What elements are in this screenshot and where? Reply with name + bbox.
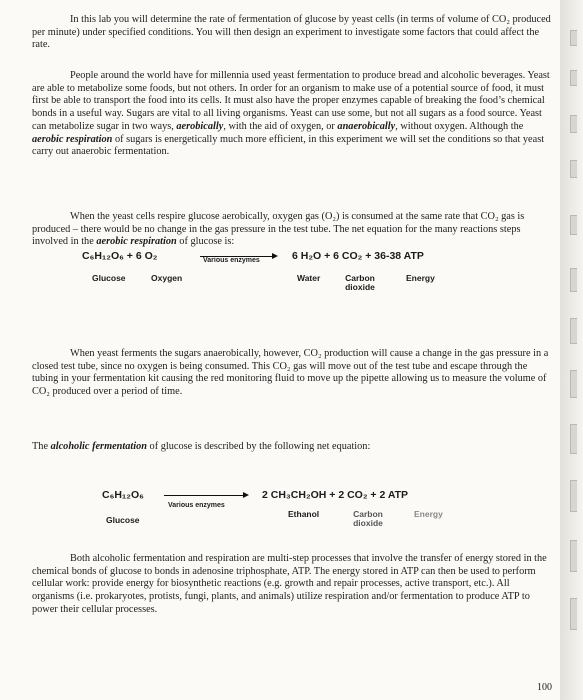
aerobic-reactants: C₆H₁₂O₆ + 6 O₂ bbox=[82, 250, 158, 262]
page-tab bbox=[570, 215, 577, 235]
intro-paragraph: In this lab you will determine the rate of fermentation of glucose by yeast cells (in terms of volume of CO₂ produced per minute) under specified conditions. You will then design an experiment to investigate some factors that could affect the rate. bbox=[32, 14, 551, 51]
yeast-paragraph: People around the world have for millennia used yeast fermentation to produce bread and alcoholic beverages. Yeast are able to metabolize some foods, but not others. In order for an organism to make use of a potential source of food, it must first be able to transport the food into its cells. It must also have the proper enzymes capable of breaking the food’s chemical bonds in a useful way. Sugars are vital to all living organisms. Yeast can use some, but not all sugars as a food source. Yeast can metabolize sugar in two ways, aerobically, with the aid of oxygen, or anaerobically, without oxygen. Although the aerobic respiration of sugars is energetically much more efficient, in this experiment we will set the conditions so that yeast carry out anaerobic fermentation. bbox=[32, 70, 550, 158]
label-water: Water bbox=[297, 273, 321, 283]
label-oxygen: Oxygen bbox=[151, 273, 183, 283]
fermentation-arrow-label: Various enzymes bbox=[168, 502, 225, 509]
aerobic-paragraph: When the yeast cells respire glucose aerobically, oxygen gas (O₂) is consumed at the same rate that CO₂ gas is produced – there would be no change in the gas pressure in the test tube. The net equation for the many reactions steps involved in the aerobic respiration of glucose is: bbox=[32, 211, 525, 248]
label-ethanol: Ethanol bbox=[288, 509, 320, 519]
label-glucose: Glucose bbox=[106, 515, 140, 525]
summary-paragraph: Both alcoholic fermentation and respiration are multi-step processes that involve the transfer of energy stored in the chemical bonds of glucose to bonds in adenosine triphosphate, ATP. The energy stored in ATP can then be used to perform cellular work: provide energy for biosynthetic reactions (e.g. growth and repair processes, active transport, etc.). All organisms (i.e. prokaryotes, protists, fungi, plants, and animals) utilize respiration and/or fermentation to produce ATP to power their cellular processes. bbox=[32, 553, 547, 615]
anaerobic-paragraph: When yeast ferments the sugars anaerobically, however, CO₂ production will cause a change in the gas pressure in a closed test tube, since no oxygen is being consumed. This CO₂ gas will move out of the test tube and escape through the tubing in your fermentation kit causing the red monitoring fluid to move up the pipette allowing us to measure the volume of CO₂ produced over a period of time. bbox=[32, 348, 549, 398]
page-tab bbox=[570, 424, 577, 454]
page-tab bbox=[570, 268, 577, 292]
alcoholic-intro: The alcoholic fermentation of glucose is described by the following net equation: bbox=[32, 441, 371, 452]
page-tab bbox=[570, 318, 577, 344]
page-tab bbox=[570, 598, 577, 630]
aerobic-equation bbox=[0, 250, 560, 325]
aerobic-arrow-label: Various enzymes bbox=[203, 257, 260, 264]
fermentation-products: 2 CH₃CH₂OH + 2 CO₂ + 2 ATP bbox=[262, 489, 409, 501]
page-tab bbox=[570, 30, 577, 46]
label-glucose: Glucose bbox=[92, 273, 126, 283]
page-tab bbox=[570, 115, 577, 133]
label-energy: Energy bbox=[414, 509, 443, 519]
reaction-arrow bbox=[200, 256, 276, 257]
fermentation-reactant: C₆H₁₂O₆ bbox=[102, 489, 144, 501]
label-carbon-dioxide: Carbon dioxide bbox=[345, 273, 375, 292]
page-edge bbox=[560, 0, 583, 700]
label-energy: Energy bbox=[406, 273, 435, 283]
page-tab bbox=[570, 480, 577, 512]
page-tab bbox=[570, 70, 577, 86]
page-tab bbox=[570, 160, 577, 178]
page-tab bbox=[570, 370, 577, 398]
fermentation-equation bbox=[0, 484, 560, 544]
page-number: 100 bbox=[537, 682, 552, 693]
reaction-arrow bbox=[164, 495, 247, 496]
page-tab bbox=[570, 540, 577, 572]
label-carbon-dioxide: Carbon dioxide bbox=[353, 509, 383, 528]
aerobic-products: 6 H₂O + 6 CO₂ + 36-38 ATP bbox=[292, 250, 424, 262]
